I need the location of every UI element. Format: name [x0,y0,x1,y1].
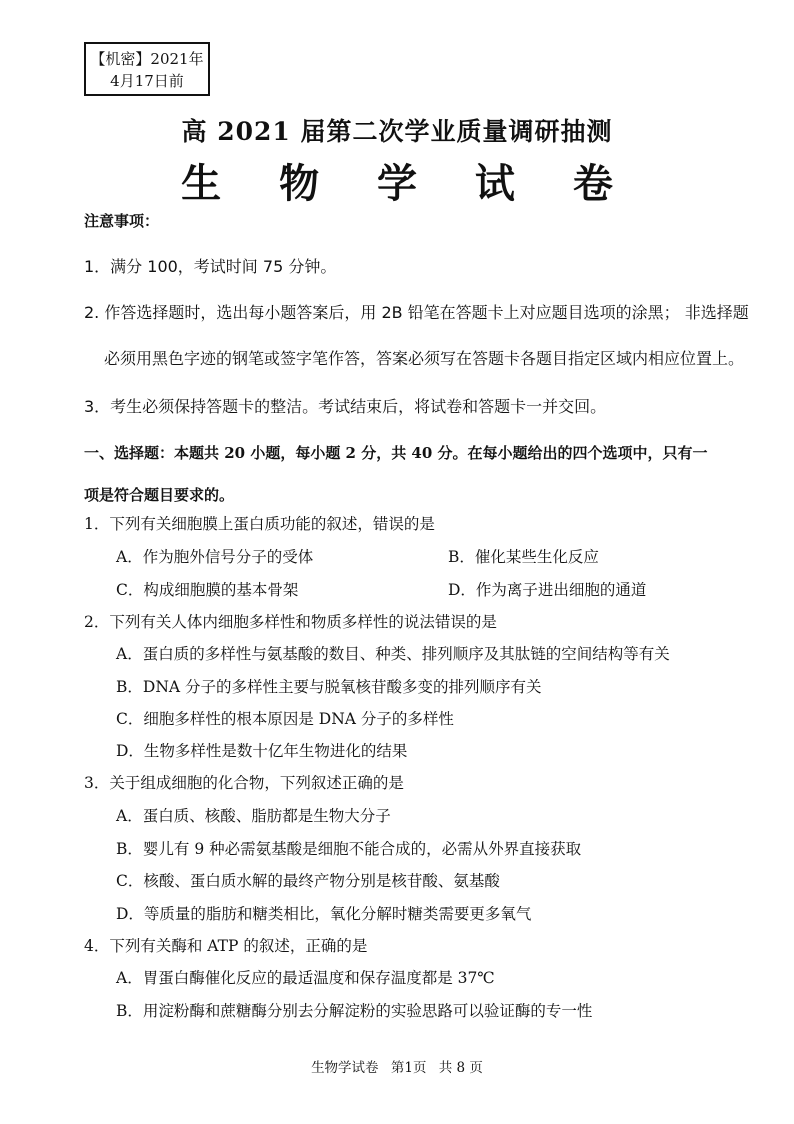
footer-page-number: 第1页 [390,1060,427,1076]
exam-subtitle: 生 物 学 试 卷 [181,160,635,207]
question-1-option-d: D．作为离子进出细胞的通道 [448,581,647,599]
exam-title: 高 2021 届第二次学业质量调研抽测 [181,117,613,146]
section-instruction-line1: 一、选择题：本题共 20 小题，每小题 2 分，共 40 分。在每小题给出的四个选项中，只有一 [84,444,708,462]
question-1-option-a: A．作为胞外信号分子的受体 [116,548,314,566]
question-3-option-c: C．核酸、蛋白质水解的最终产物分别是核苷酸、氨基酸 [116,872,500,890]
question-2-option-d: D．生物多样性是数十亿年生物进化的结果 [116,742,408,760]
section-instruction-line2: 项是符合题目要求的。 [84,486,235,504]
question-2-option-b: B．DNA 分子的多样性主要与脱氧核苷酸多变的排列顺序有关 [116,678,542,696]
question-2-stem: 2．下列有关人体内细胞多样性和物质多样性的说法错误的是 [84,613,497,631]
question-1-stem: 1．下列有关细胞膜上蛋白质功能的叙述，错误的是 [84,515,435,533]
question-4-option-a: A．胃蛋白酶催化反应的最适温度和保存温度都是 37℃ [116,969,495,987]
confidential-stamp-box [84,42,210,96]
question-1-option-c: C．构成细胞膜的基本骨架 [116,581,299,599]
notice-item-3: 3．考生必须保持答题卡的整洁。考试结束后，将试卷和答题卡一并交回。 [84,397,607,416]
page-footer [0,1056,794,1076]
question-2-option-c: C．细胞多样性的根本原因是 DNA 分子的多样性 [116,710,454,728]
confidential-line1: 【机密】2021年 [90,50,204,68]
question-4-option-b: B．用淀粉酶和蔗糖酶分别去分解淀粉的实验思路可以验证酶的专一性 [116,1002,593,1020]
notice-item-1: 1．满分 100，考试时间 75 分钟。 [84,257,337,276]
question-3-option-a: A．蛋白质、核酸、脂肪都是生物大分子 [116,807,391,825]
question-1-option-b: B．催化某些生化反应 [448,548,599,566]
footer-total-pages: 共 8 页 [438,1060,483,1076]
notice-item-2-line2: 必须用黑色字迹的钢笔或签字笔作答，答案必须写在答题卡各题目指定区域内相应位置上。 [104,349,745,368]
notice-item-2-line1: 2. 作答选择题时，选出每小题答案后，用 2B 铅笔在答题卡上对应题目选项的涂黑； 非选择题 [84,303,749,322]
question-3-option-d: D．等质量的脂肪和糖类相比，氧化分解时糖类需要更多氧气 [116,905,532,923]
notice-heading: 注意事项： [84,212,160,230]
confidential-line2: 4月17日前 [110,72,184,90]
question-3-option-b: B．婴儿有 9 种必需氨基酸是细胞不能合成的，必需从外界直接获取 [116,840,582,858]
question-3-stem: 3．关于组成细胞的化合物，下列叙述正确的是 [84,774,404,792]
footer-exam-name: 生物学试卷 [311,1060,379,1076]
question-2-option-a: A．蛋白质的多样性与氨基酸的数目、种类、排列顺序及其肽链的空间结构等有关 [116,645,670,663]
question-4-stem: 4．下列有关酶和 ATP 的叙述，正确的是 [84,937,368,955]
